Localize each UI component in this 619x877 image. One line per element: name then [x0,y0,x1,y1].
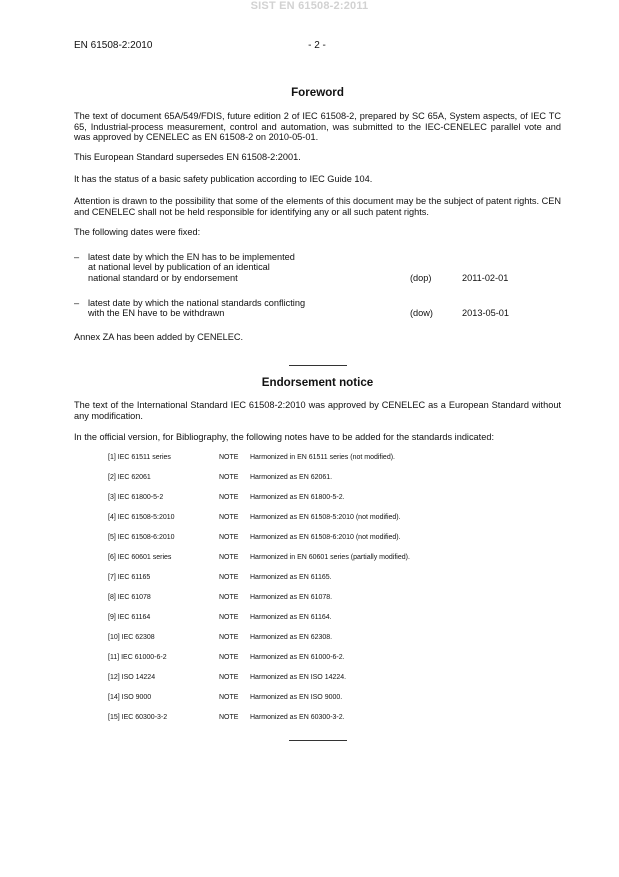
bib-note-text: Harmonized as EN 62061. [250,474,333,482]
date-value: 2011-02-01 [462,272,509,283]
date-item-text: latest date by which the EN has to be implemented [88,251,295,262]
bib-note-text: Harmonized as EN 61508-5:2010 (not modified). [250,514,401,522]
bib-note-text: Harmonized as EN 61078. [250,594,333,602]
bib-note-label: NOTE [219,654,239,662]
bibliography-row [108,613,561,633]
bib-note-label: NOTE [219,634,239,642]
foreword-paragraph: Attention is drawn to the possibility that some of the elements of this document may be the subject of patent rights. CEN and CENELEC shall not be held responsible for identifying any or all such patent rights. [74,195,561,217]
bib-note-text: Harmonized as EN 61508-6:2010 (not modified). [250,534,401,542]
bib-note-text: Harmonized in EN 61511 series (not modified). [250,454,395,462]
bibliography-row [108,653,561,673]
bib-note-label: NOTE [219,514,239,522]
bib-note-text: Harmonized as EN ISO 9000. [250,694,343,702]
bibliography-row [108,633,561,653]
foreword-paragraph: This European Standard supersedes EN 61508-2:2001. [74,151,301,162]
date-code: (dop) [410,272,432,283]
date-value: 2013-05-01 [462,308,509,319]
bib-note-text: Harmonized as EN 60300-3-2. [250,714,345,722]
bib-reference: [7] IEC 61165 [108,574,151,582]
bibliography-list [108,453,561,733]
bibliography-row [108,593,561,613]
page-number: - 2 - [308,40,326,51]
bibliography-row [108,693,561,713]
bib-note-text: Harmonized as EN 61000-6-2. [250,654,345,662]
bib-note-text: Harmonized as EN 61165. [250,574,332,582]
bibliography-row [108,553,561,573]
foreword-paragraph: It has the status of a basic safety publication according to IEC Guide 104. [74,174,373,185]
bib-note-label: NOTE [219,474,239,482]
bib-note-label: NOTE [219,674,239,682]
bib-note-text: Harmonized as EN 61164. [250,614,332,622]
bibliography-row [108,453,561,473]
bibliography-row [108,493,561,513]
bibliography-row [108,473,561,493]
section-divider [289,365,347,366]
date-item-dop [74,252,561,284]
bib-reference: [4] IEC 61508-5:2010 [108,514,175,522]
bib-reference: [3] IEC 61800-5-2 [108,494,164,502]
bib-reference: [9] IEC 61164 [108,614,151,622]
bib-reference: [14] ISO 9000 [108,694,152,702]
bibliography-row [108,513,561,533]
section-divider [289,740,347,741]
bib-reference: [2] IEC 62061 [108,474,151,482]
dash-marker: – [74,297,80,308]
bib-note-label: NOTE [219,614,239,622]
document-id: EN 61508-2:2010 [74,40,153,51]
date-item-text: with the EN have to be withdrawn [88,308,225,319]
bib-reference: [10] IEC 62308 [108,634,155,642]
date-item-text: at national level by publication of an identical [88,262,270,273]
bib-note-text: Harmonized as EN 61800-5-2. [250,494,345,502]
endorsement-paragraph: The text of the International Standard IEC 61508-2:2010 was approved by CENELEC as a European Standard without any modification. [74,400,561,421]
bib-note-text: Harmonized in EN 60601 series (partially modified). [250,554,410,562]
bib-note-label: NOTE [219,594,239,602]
annex-note: Annex ZA has been added by CENELEC. [74,331,244,342]
bib-reference: [12] ISO 14224 [108,674,156,682]
bib-reference: [1] IEC 61511 series [108,454,171,462]
date-item-dow [74,298,561,319]
bib-note-label: NOTE [219,694,239,702]
bib-reference: [11] IEC 61000-6-2 [108,654,167,662]
endorsement-title: Endorsement notice [261,376,374,390]
bib-note-label: NOTE [219,494,239,502]
foreword-title: Foreword [291,86,344,99]
watermark: SIST EN 61508-2:2011 [250,0,369,12]
bib-note-label: NOTE [219,554,239,562]
bib-reference: [6] IEC 60601 series [108,554,172,562]
bib-note-label: NOTE [219,534,239,542]
dash-marker: – [74,251,80,262]
bibliography-row [108,573,561,593]
foreword-paragraph: The following dates were fixed: [74,227,201,238]
bib-reference: [15] IEC 60300-3-2 [108,714,168,722]
foreword-paragraph: The text of document 65A/549/FDIS, future edition 2 of IEC 61508-2, prepared by SC 65A, System aspects, of IEC TC 65, Industrial-process measurement, control and automation, was submitted to the IEC-CENELEC parallel vote and was approved by CENELEC as EN 61508-2 on 2010-05-01. [74,111,561,143]
date-code: (dow) [410,308,433,319]
bibliography-row [108,533,561,553]
date-item-text: national standard or by endorsement [88,272,238,283]
bib-note-label: NOTE [219,714,239,722]
bib-note-text: Harmonized as EN 62308. [250,634,333,642]
bib-reference: [8] IEC 61078 [108,594,151,602]
page-content [74,86,561,741]
bibliography-row [108,673,561,693]
date-item-text: latest date by which the national standards conflicting [88,297,306,308]
endorsement-paragraph: In the official version, for Bibliography, the following notes have to be added for the standards indicated: [74,431,494,442]
bib-reference: [5] IEC 61508-6:2010 [108,534,175,542]
bibliography-row [108,713,561,733]
bib-note-label: NOTE [219,574,239,582]
bib-note-text: Harmonized as EN ISO 14224. [250,674,347,682]
bib-note-label: NOTE [219,454,239,462]
